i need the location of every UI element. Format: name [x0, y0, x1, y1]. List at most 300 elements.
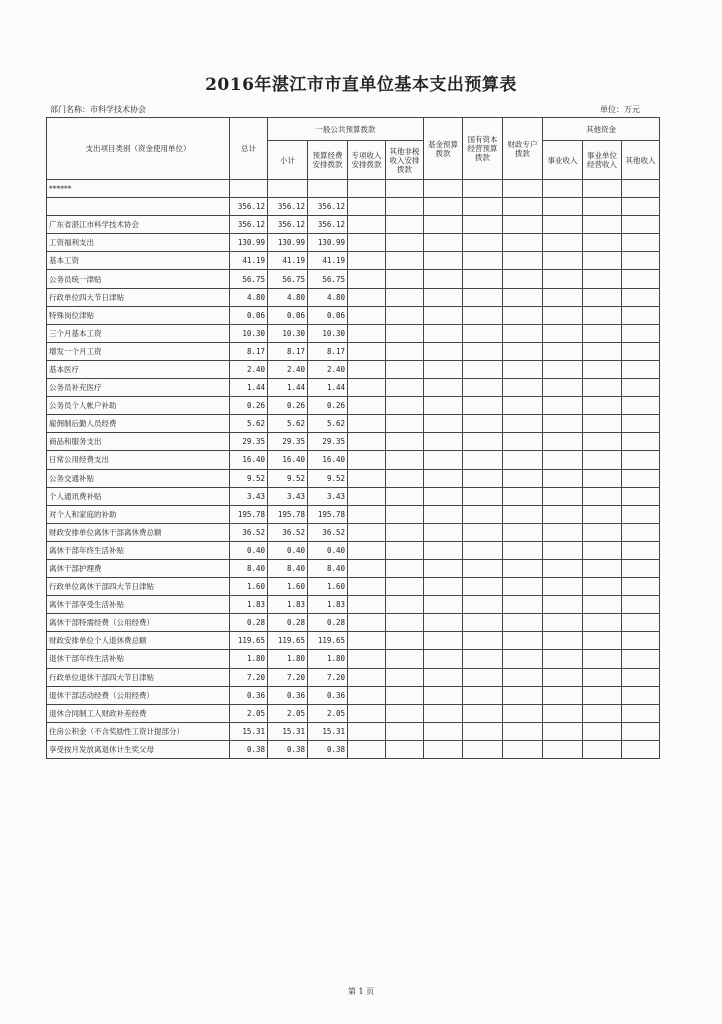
- empty-cell: [622, 397, 660, 415]
- empty-cell: [583, 451, 622, 469]
- empty-cell: [463, 578, 503, 596]
- empty-cell: [583, 270, 622, 288]
- empty-cell: [622, 451, 660, 469]
- empty-cell: [424, 397, 463, 415]
- empty-cell: [583, 379, 622, 397]
- empty-cell: [463, 523, 503, 541]
- empty-cell: [583, 342, 622, 360]
- empty-cell: [543, 198, 583, 216]
- row-budget-arranged: 16.40: [308, 451, 348, 469]
- empty-cell: [622, 306, 660, 324]
- row-budget-arranged: 130.99: [308, 234, 348, 252]
- empty-cell: [463, 596, 503, 614]
- row-budget-arranged: 0.26: [308, 397, 348, 415]
- row-label: 公务员统一津贴: [47, 270, 230, 288]
- row-label: 享受按月发放离退休计生奖父母: [47, 740, 230, 758]
- empty-cell: [386, 180, 424, 198]
- empty-cell: [622, 360, 660, 378]
- empty-cell: [463, 324, 503, 342]
- empty-cell: [503, 650, 543, 668]
- row-label: 增发一个月工资: [47, 342, 230, 360]
- table-row: [47, 740, 660, 758]
- empty-cell: [543, 288, 583, 306]
- row-budget-arranged: 15.31: [308, 722, 348, 740]
- empty-cell: [386, 487, 424, 505]
- row-subtotal: 0.40: [268, 541, 308, 559]
- empty-cell: [386, 342, 424, 360]
- empty-cell: [503, 578, 543, 596]
- empty-cell: [348, 632, 386, 650]
- row-subtotal: 195.78: [268, 505, 308, 523]
- row-label: 个人通讯费补贴: [47, 487, 230, 505]
- empty-cell: [463, 722, 503, 740]
- empty-cell: [583, 740, 622, 758]
- row-total: 41.19: [230, 252, 268, 270]
- row-budget-arranged: 5.62: [308, 415, 348, 433]
- row-subtotal: 0.36: [268, 686, 308, 704]
- empty-cell: [622, 632, 660, 650]
- empty-cell: [543, 523, 583, 541]
- empty-cell: [583, 523, 622, 541]
- empty-cell: [424, 541, 463, 559]
- empty-cell: [386, 704, 424, 722]
- empty-cell: [543, 415, 583, 433]
- empty-cell: [424, 270, 463, 288]
- row-label: 退休干部活动经费（公用经费）: [47, 686, 230, 704]
- header-other-nontax: 其他非税收入安排拨款: [386, 141, 424, 180]
- row-total: 0.28: [230, 614, 268, 632]
- empty-cell: [503, 397, 543, 415]
- empty-cell: [503, 704, 543, 722]
- empty-cell: [503, 379, 543, 397]
- row-total: 195.78: [230, 505, 268, 523]
- empty-cell: [348, 740, 386, 758]
- empty-cell: [543, 180, 583, 198]
- empty-cell: [386, 578, 424, 596]
- table-row: [47, 306, 660, 324]
- empty-cell: [622, 614, 660, 632]
- empty-cell: [543, 650, 583, 668]
- empty-cell: [583, 415, 622, 433]
- empty-cell: [622, 578, 660, 596]
- empty-cell: [543, 342, 583, 360]
- empty-cell: [348, 180, 386, 198]
- budget-table: [46, 117, 660, 759]
- empty-cell: [386, 650, 424, 668]
- empty-cell: [583, 578, 622, 596]
- row-total: 130.99: [230, 234, 268, 252]
- table-body: [47, 180, 660, 759]
- empty-cell: [386, 306, 424, 324]
- table-row: [47, 541, 660, 559]
- empty-cell: [348, 252, 386, 270]
- empty-cell: [622, 541, 660, 559]
- empty-cell: [424, 668, 463, 686]
- header-special-income: 专项收入安排拨款: [348, 141, 386, 180]
- table-row: [47, 614, 660, 632]
- row-subtotal: 5.62: [268, 415, 308, 433]
- empty-cell: [583, 487, 622, 505]
- row-total: 36.52: [230, 523, 268, 541]
- empty-cell: [622, 559, 660, 577]
- empty-cell: [463, 360, 503, 378]
- empty-cell: [543, 433, 583, 451]
- row-budget-arranged: 356.12: [308, 216, 348, 234]
- row-label: 行政单位离休干部四大节日津贴: [47, 578, 230, 596]
- row-subtotal: 16.40: [268, 451, 308, 469]
- empty-cell: [348, 379, 386, 397]
- empty-cell: [386, 541, 424, 559]
- row-budget-arranged: 29.35: [308, 433, 348, 451]
- empty-cell: [348, 451, 386, 469]
- row-label: 行政单位四大节日津贴: [47, 288, 230, 306]
- empty-cell: [543, 252, 583, 270]
- empty-cell: [543, 686, 583, 704]
- empty-cell: [503, 342, 543, 360]
- empty-cell: [463, 342, 503, 360]
- empty-cell: [503, 596, 543, 614]
- empty-cell: [424, 288, 463, 306]
- empty-cell: [386, 288, 424, 306]
- row-total: [230, 180, 268, 198]
- row-subtotal: 8.17: [268, 342, 308, 360]
- empty-cell: [622, 523, 660, 541]
- empty-cell: [583, 180, 622, 198]
- empty-cell: [543, 632, 583, 650]
- empty-cell: [386, 686, 424, 704]
- row-total: 0.26: [230, 397, 268, 415]
- empty-cell: [622, 288, 660, 306]
- row-subtotal: 0.38: [268, 740, 308, 758]
- empty-cell: [503, 505, 543, 523]
- table-row: [47, 704, 660, 722]
- empty-cell: [348, 668, 386, 686]
- empty-cell: [463, 198, 503, 216]
- empty-cell: [424, 234, 463, 252]
- empty-cell: [622, 270, 660, 288]
- empty-cell: [583, 360, 622, 378]
- empty-cell: [503, 632, 543, 650]
- row-label: 住房公积金（不含奖励性工资计提部分）: [47, 722, 230, 740]
- row-subtotal: 1.80: [268, 650, 308, 668]
- row-budget-arranged: 356.12: [308, 198, 348, 216]
- empty-cell: [424, 632, 463, 650]
- empty-cell: [583, 704, 622, 722]
- empty-cell: [424, 686, 463, 704]
- empty-cell: [463, 451, 503, 469]
- empty-cell: [622, 650, 660, 668]
- empty-cell: [424, 433, 463, 451]
- empty-cell: [348, 234, 386, 252]
- empty-cell: [348, 216, 386, 234]
- empty-cell: [386, 469, 424, 487]
- empty-cell: [622, 686, 660, 704]
- table-row: [47, 397, 660, 415]
- table-row: [47, 342, 660, 360]
- row-total: 119.65: [230, 632, 268, 650]
- empty-cell: [386, 198, 424, 216]
- row-label: 退休合同制工人财政补差经费: [47, 704, 230, 722]
- empty-cell: [503, 722, 543, 740]
- empty-cell: [348, 505, 386, 523]
- empty-cell: [386, 216, 424, 234]
- empty-cell: [583, 324, 622, 342]
- row-budget-arranged: 119.65: [308, 632, 348, 650]
- header-business-income: 事业收入: [543, 141, 583, 180]
- row-label: 离休干部护理费: [47, 559, 230, 577]
- header-state-capital: 国有资本经营预算拨款: [463, 118, 503, 180]
- row-budget-arranged: 36.52: [308, 523, 348, 541]
- row-subtotal: 9.52: [268, 469, 308, 487]
- row-budget-arranged: 195.78: [308, 505, 348, 523]
- header-other-income: 其他收入: [622, 141, 660, 180]
- row-label: 特殊岗位津贴: [47, 306, 230, 324]
- empty-cell: [348, 596, 386, 614]
- empty-cell: [348, 288, 386, 306]
- empty-cell: [583, 559, 622, 577]
- row-budget-arranged: 8.40: [308, 559, 348, 577]
- row-total: 1.60: [230, 578, 268, 596]
- row-label: 财政安排单位个人退休费总额: [47, 632, 230, 650]
- empty-cell: [424, 614, 463, 632]
- empty-cell: [424, 596, 463, 614]
- empty-cell: [583, 234, 622, 252]
- table-row: [47, 650, 660, 668]
- empty-cell: [622, 487, 660, 505]
- empty-cell: [503, 614, 543, 632]
- empty-cell: [463, 252, 503, 270]
- row-total: 4.80: [230, 288, 268, 306]
- empty-cell: [424, 704, 463, 722]
- empty-cell: [543, 270, 583, 288]
- row-budget-arranged: 1.44: [308, 379, 348, 397]
- empty-cell: [503, 306, 543, 324]
- empty-cell: [543, 505, 583, 523]
- row-total: 5.62: [230, 415, 268, 433]
- page-footer: 第 1 页: [347, 987, 375, 996]
- row-label: 基本工资: [47, 252, 230, 270]
- table-row: [47, 288, 660, 306]
- row-budget-arranged: 41.19: [308, 252, 348, 270]
- row-label: 离休干部特需经费（公用经费）: [47, 614, 230, 632]
- empty-cell: [386, 740, 424, 758]
- empty-cell: [348, 433, 386, 451]
- row-budget-arranged: 7.20: [308, 668, 348, 686]
- row-subtotal: 0.26: [268, 397, 308, 415]
- empty-cell: [583, 686, 622, 704]
- row-total: 7.20: [230, 668, 268, 686]
- header-fiscal-special: 财政专户拨款: [503, 118, 543, 180]
- row-subtotal: [268, 180, 308, 198]
- empty-cell: [348, 578, 386, 596]
- row-subtotal: 10.30: [268, 324, 308, 342]
- empty-cell: [503, 469, 543, 487]
- empty-cell: [583, 632, 622, 650]
- row-total: 1.83: [230, 596, 268, 614]
- empty-cell: [386, 722, 424, 740]
- row-total: 1.80: [230, 650, 268, 668]
- empty-cell: [386, 614, 424, 632]
- row-budget-arranged: [308, 180, 348, 198]
- empty-cell: [386, 505, 424, 523]
- empty-cell: [424, 722, 463, 740]
- row-total: 2.05: [230, 704, 268, 722]
- row-total: 8.17: [230, 342, 268, 360]
- empty-cell: [583, 198, 622, 216]
- table-row: [47, 270, 660, 288]
- empty-cell: [622, 433, 660, 451]
- empty-cell: [583, 306, 622, 324]
- empty-cell: [543, 704, 583, 722]
- row-total: 15.31: [230, 722, 268, 740]
- row-budget-arranged: 0.06: [308, 306, 348, 324]
- row-label: 离休干部年终生活补贴: [47, 541, 230, 559]
- empty-cell: [622, 324, 660, 342]
- row-label: 基本医疗: [47, 360, 230, 378]
- row-subtotal: 0.06: [268, 306, 308, 324]
- empty-cell: [348, 469, 386, 487]
- empty-cell: [386, 451, 424, 469]
- empty-cell: [348, 324, 386, 342]
- row-budget-arranged: 0.40: [308, 541, 348, 559]
- empty-cell: [543, 360, 583, 378]
- table-row: [47, 523, 660, 541]
- empty-cell: [543, 469, 583, 487]
- empty-cell: [386, 596, 424, 614]
- empty-cell: [386, 668, 424, 686]
- empty-cell: [543, 487, 583, 505]
- empty-cell: [622, 596, 660, 614]
- empty-cell: [583, 722, 622, 740]
- table-row: [47, 324, 660, 342]
- empty-cell: [386, 379, 424, 397]
- empty-cell: [543, 668, 583, 686]
- empty-cell: [348, 270, 386, 288]
- row-budget-arranged: 10.30: [308, 324, 348, 342]
- row-budget-arranged: 0.38: [308, 740, 348, 758]
- empty-cell: [463, 469, 503, 487]
- table-row: [47, 596, 660, 614]
- table-row: [47, 505, 660, 523]
- row-total: 356.12: [230, 198, 268, 216]
- empty-cell: [543, 451, 583, 469]
- header-general-budget: 一般公共预算拨款: [268, 118, 424, 141]
- empty-cell: [543, 397, 583, 415]
- row-total: 0.06: [230, 306, 268, 324]
- empty-cell: [463, 288, 503, 306]
- empty-cell: [463, 650, 503, 668]
- row-budget-arranged: 2.05: [308, 704, 348, 722]
- empty-cell: [622, 704, 660, 722]
- empty-cell: [463, 632, 503, 650]
- table-row: [47, 252, 660, 270]
- empty-cell: [386, 415, 424, 433]
- department-label: 部门名称：市科学技术协会: [50, 105, 146, 114]
- empty-cell: [348, 704, 386, 722]
- empty-cell: [583, 541, 622, 559]
- empty-cell: [424, 451, 463, 469]
- empty-cell: [386, 523, 424, 541]
- empty-cell: [463, 668, 503, 686]
- table-row: [47, 216, 660, 234]
- empty-cell: [503, 360, 543, 378]
- empty-cell: [348, 397, 386, 415]
- empty-cell: [348, 487, 386, 505]
- empty-cell: [583, 650, 622, 668]
- row-label: 商品和服务支出: [47, 433, 230, 451]
- row-subtotal: 41.19: [268, 252, 308, 270]
- empty-cell: [543, 379, 583, 397]
- row-subtotal: 1.44: [268, 379, 308, 397]
- row-label: ******: [47, 180, 230, 198]
- empty-cell: [622, 505, 660, 523]
- row-subtotal: 1.83: [268, 596, 308, 614]
- table-row: [47, 578, 660, 596]
- empty-cell: [503, 541, 543, 559]
- row-label: [47, 198, 230, 216]
- empty-cell: [348, 360, 386, 378]
- empty-cell: [543, 614, 583, 632]
- empty-cell: [348, 722, 386, 740]
- empty-cell: [543, 216, 583, 234]
- empty-cell: [348, 523, 386, 541]
- empty-cell: [622, 216, 660, 234]
- empty-cell: [424, 324, 463, 342]
- page-title: 2016年湛江市市直单位基本支出预算表: [205, 75, 517, 95]
- row-total: 10.30: [230, 324, 268, 342]
- row-budget-arranged: 1.80: [308, 650, 348, 668]
- row-budget-arranged: 0.36: [308, 686, 348, 704]
- empty-cell: [463, 686, 503, 704]
- empty-cell: [463, 306, 503, 324]
- empty-cell: [622, 379, 660, 397]
- empty-cell: [386, 252, 424, 270]
- empty-cell: [386, 433, 424, 451]
- empty-cell: [583, 469, 622, 487]
- empty-cell: [503, 487, 543, 505]
- row-label: 财政安排单位离休干部离休费总额: [47, 523, 230, 541]
- row-total: 356.12: [230, 216, 268, 234]
- row-subtotal: 3.43: [268, 487, 308, 505]
- row-budget-arranged: 4.80: [308, 288, 348, 306]
- empty-cell: [503, 324, 543, 342]
- empty-cell: [348, 306, 386, 324]
- empty-cell: [503, 433, 543, 451]
- empty-cell: [424, 198, 463, 216]
- table-row: [47, 469, 660, 487]
- empty-cell: [463, 270, 503, 288]
- row-total: 2.40: [230, 360, 268, 378]
- empty-cell: [503, 288, 543, 306]
- empty-cell: [503, 180, 543, 198]
- empty-cell: [583, 505, 622, 523]
- empty-cell: [503, 252, 543, 270]
- header-other-funds: 其他资金: [543, 118, 660, 141]
- empty-cell: [348, 415, 386, 433]
- empty-cell: [348, 686, 386, 704]
- empty-cell: [386, 632, 424, 650]
- empty-cell: [543, 324, 583, 342]
- row-total: 1.44: [230, 379, 268, 397]
- row-budget-arranged: 1.60: [308, 578, 348, 596]
- empty-cell: [503, 523, 543, 541]
- empty-cell: [424, 559, 463, 577]
- empty-cell: [583, 397, 622, 415]
- empty-cell: [622, 234, 660, 252]
- table-row: [47, 722, 660, 740]
- empty-cell: [503, 451, 543, 469]
- row-label: 雇佣制后勤人员经费: [47, 415, 230, 433]
